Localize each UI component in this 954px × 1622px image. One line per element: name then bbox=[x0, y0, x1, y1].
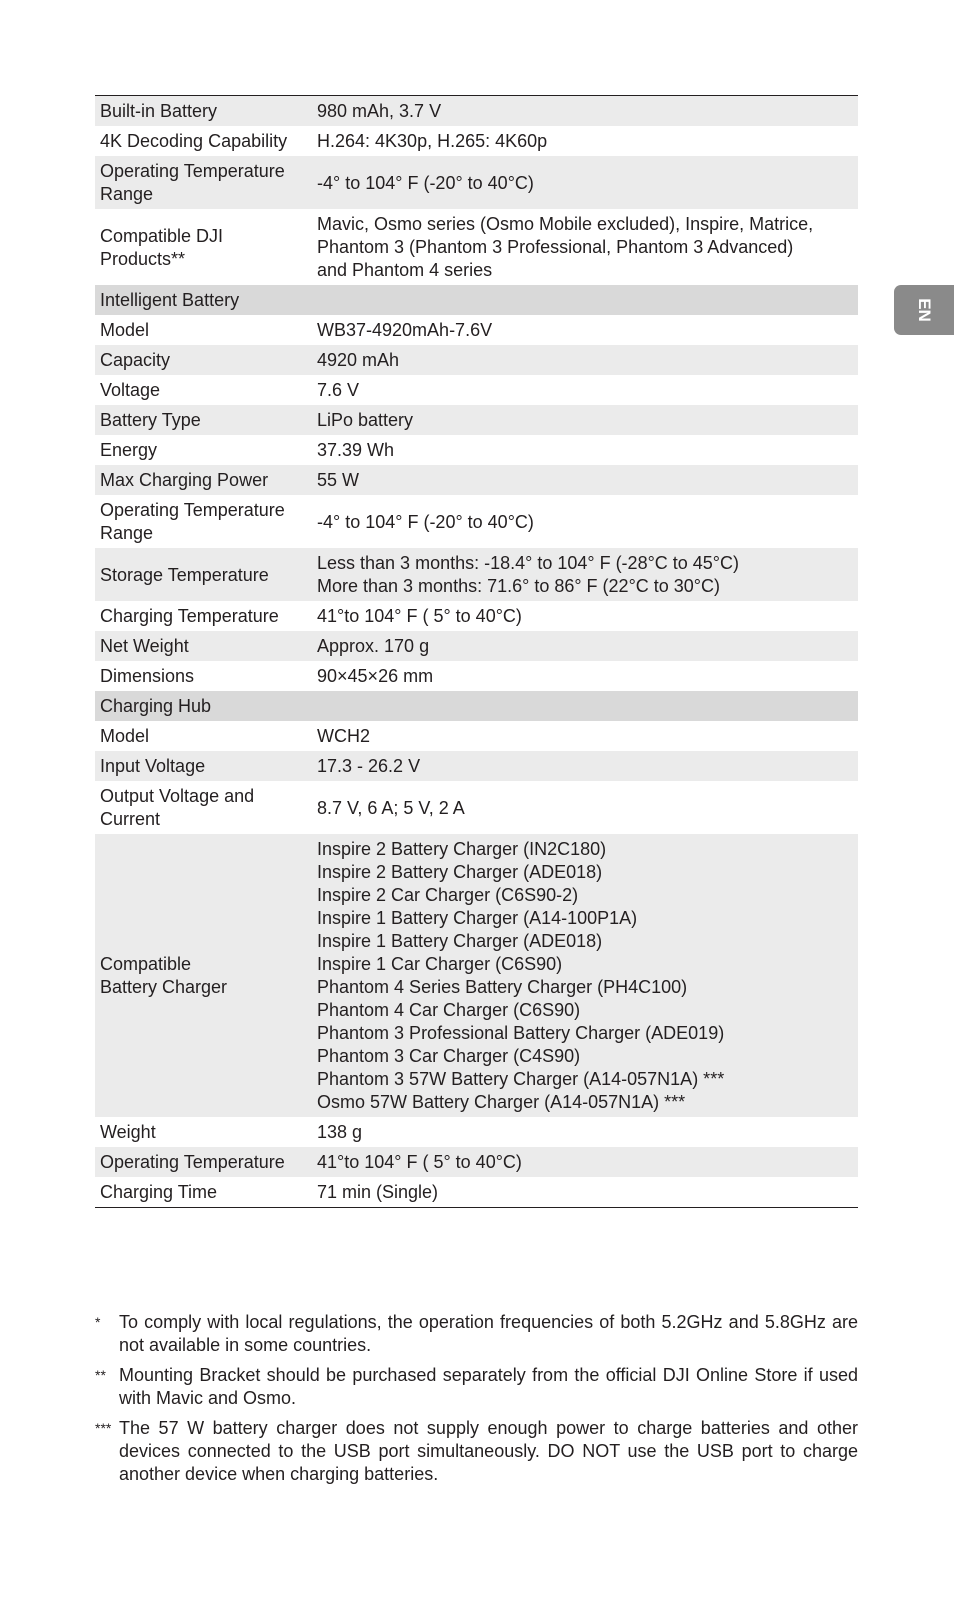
spec-row bbox=[95, 548, 858, 601]
value-line: 4920 mAh bbox=[317, 350, 400, 370]
label-line: Model bbox=[100, 320, 150, 340]
spec-row bbox=[95, 465, 858, 495]
value-line: 7.6 V bbox=[317, 380, 360, 400]
spec-row bbox=[95, 721, 858, 751]
value-line: 8.7 V, 6 A; 5 V, 2 A bbox=[317, 797, 465, 818]
value-line: Phantom 3 (Phantom 3 Professional, Phantom 3 Advanced) bbox=[317, 237, 794, 257]
spec-table-body bbox=[95, 96, 858, 1208]
spec-label bbox=[95, 1147, 312, 1177]
label-line: Output Voltage and Current bbox=[100, 786, 255, 829]
value-line: Phantom 3 Car Charger (C4S90) bbox=[317, 1046, 581, 1066]
spec-row bbox=[95, 315, 858, 345]
spec-label bbox=[95, 375, 312, 405]
label-line: Energy bbox=[100, 440, 158, 460]
spec-value bbox=[312, 631, 858, 661]
spec-value bbox=[312, 96, 858, 127]
language-tab-label: EN bbox=[915, 298, 934, 322]
spec-value bbox=[312, 405, 858, 435]
label-line: Weight bbox=[100, 1122, 156, 1142]
spec-row bbox=[95, 435, 858, 465]
footnote-mark: * bbox=[95, 1314, 101, 1330]
value-line: Phantom 3 57W Battery Charger (A14-057N1A) *** bbox=[317, 1069, 725, 1089]
label-line: Operating Temperature Range bbox=[100, 500, 285, 543]
value-line: Inspire 2 Car Charger (C6S90-2) bbox=[317, 885, 579, 905]
value-line: 90×45×26 mm bbox=[317, 666, 434, 686]
spec-value bbox=[312, 1177, 858, 1208]
label-line: Storage Temperature bbox=[100, 564, 269, 585]
value-line: Phantom 4 Series Battery Charger (PH4C100) bbox=[317, 977, 688, 997]
spec-value bbox=[312, 375, 858, 405]
label-line: Operating Temperature bbox=[100, 1152, 285, 1172]
spec-label bbox=[95, 548, 312, 601]
value-line: 37.39 Wh bbox=[317, 440, 395, 460]
label-line: Built-in Battery bbox=[100, 101, 218, 121]
spec-label bbox=[95, 465, 312, 495]
footnote-text: Mounting Bracket should be purchased separately from the official DJI Online Store if used with Mavic and Osmo. bbox=[119, 1365, 858, 1408]
label-line: Charging Hub bbox=[100, 696, 212, 716]
value-line: Inspire 2 Battery Charger (ADE018) bbox=[317, 862, 603, 882]
value-line: WCH2 bbox=[317, 726, 370, 746]
spec-value bbox=[312, 1117, 858, 1147]
value-line: Less than 3 months: -18.4° to 104° F (-28°C to 45°C) bbox=[317, 553, 739, 573]
section-header-row bbox=[95, 691, 858, 721]
spec-value bbox=[312, 495, 858, 548]
spec-label bbox=[95, 1117, 312, 1147]
spec-row bbox=[95, 834, 858, 1117]
spec-value bbox=[312, 315, 858, 345]
spec-label bbox=[95, 601, 312, 631]
spec-row bbox=[95, 405, 858, 435]
spec-label bbox=[95, 315, 312, 345]
section-title bbox=[95, 691, 858, 721]
footnote bbox=[95, 1311, 858, 1357]
value-line: Osmo 57W Battery Charger (A14-057N1A) *** bbox=[317, 1092, 686, 1112]
spec-table bbox=[95, 95, 858, 1208]
spec-value bbox=[312, 156, 858, 209]
value-line: 17.3 - 26.2 V bbox=[317, 756, 421, 776]
spec-value bbox=[312, 601, 858, 631]
spec-row bbox=[95, 96, 858, 127]
label-line: Compatible DJI Products** bbox=[100, 225, 224, 269]
label-line: Intelligent Battery bbox=[100, 290, 240, 310]
value-line: H.264: 4K30p, H.265: 4K60p bbox=[317, 131, 548, 151]
value-line: 138 g bbox=[317, 1122, 363, 1142]
spec-label bbox=[95, 345, 312, 375]
label-line: Compatible bbox=[100, 954, 192, 974]
language-tab[interactable] bbox=[894, 285, 954, 335]
spec-label bbox=[95, 156, 312, 209]
spec-row bbox=[95, 781, 858, 834]
spec-label bbox=[95, 834, 312, 1117]
value-line: More than 3 months: 71.6° to 86° F (22°C to 30°C) bbox=[317, 576, 720, 596]
spec-row bbox=[95, 495, 858, 548]
label-line: Voltage bbox=[100, 380, 161, 400]
label-line: Net Weight bbox=[100, 636, 189, 656]
spec-label bbox=[95, 495, 312, 548]
value-line: Inspire 2 Battery Charger (IN2C180) bbox=[317, 839, 607, 859]
section-title bbox=[95, 285, 858, 315]
label-line: Max Charging Power bbox=[100, 470, 269, 490]
spec-label bbox=[95, 631, 312, 661]
footnote-mark: *** bbox=[95, 1420, 112, 1436]
value-line: Phantom 4 Car Charger (C6S90) bbox=[317, 1000, 581, 1020]
spec-row bbox=[95, 156, 858, 209]
spec-label bbox=[95, 126, 312, 156]
spec-row bbox=[95, 601, 858, 631]
spec-value bbox=[312, 548, 858, 601]
label-line: Operating Temperature Range bbox=[100, 161, 285, 204]
spec-label bbox=[95, 405, 312, 435]
footnote-mark: ** bbox=[95, 1367, 106, 1383]
value-line: -4° to 104° F (-20° to 40°C) bbox=[317, 172, 534, 193]
spec-value bbox=[312, 751, 858, 781]
value-line: -4° to 104° F (-20° to 40°C) bbox=[317, 511, 534, 532]
label-line: Battery Type bbox=[100, 410, 201, 430]
label-line: Battery Charger bbox=[100, 977, 228, 997]
value-line: Inspire 1 Car Charger (C6S90) bbox=[317, 954, 563, 974]
footnotes bbox=[95, 1311, 858, 1493]
value-line: 41°to 104° F ( 5° to 40°C) bbox=[317, 606, 522, 626]
spec-row bbox=[95, 1177, 858, 1208]
spec-label bbox=[95, 661, 312, 691]
value-line: 41°to 104° F ( 5° to 40°C) bbox=[317, 1152, 522, 1172]
spec-label bbox=[95, 435, 312, 465]
spec-row bbox=[95, 1147, 858, 1177]
value-line: Mavic, Osmo series (Osmo Mobile excluded), Inspire, Matrice, bbox=[317, 214, 814, 234]
spec-row bbox=[95, 631, 858, 661]
spec-value bbox=[312, 345, 858, 375]
label-line: Capacity bbox=[100, 350, 171, 370]
label-line: Charging Time bbox=[100, 1182, 218, 1202]
spec-row bbox=[95, 375, 858, 405]
spec-value bbox=[312, 126, 858, 156]
label-line: Dimensions bbox=[100, 666, 195, 686]
value-line: LiPo battery bbox=[317, 410, 414, 430]
spec-value bbox=[312, 465, 858, 495]
value-line: Phantom 3 Professional Battery Charger (ADE019) bbox=[317, 1023, 725, 1043]
spec-value bbox=[312, 435, 858, 465]
value-line: 980 mAh, 3.7 V bbox=[317, 101, 442, 121]
footnote bbox=[95, 1364, 858, 1410]
value-line: Inspire 1 Battery Charger (A14-100P1A) bbox=[317, 908, 638, 928]
spec-label bbox=[95, 1177, 312, 1208]
spec-label bbox=[95, 721, 312, 751]
footnote-text: To comply with local regulations, the operation frequencies of both 5.2GHz and 5.8GHz are not available in some countries. bbox=[119, 1312, 858, 1355]
spec-value bbox=[312, 834, 858, 1117]
spec-value bbox=[312, 1147, 858, 1177]
value-line: 71 min (Single) bbox=[317, 1182, 439, 1202]
spec-value bbox=[312, 209, 858, 285]
spec-label bbox=[95, 751, 312, 781]
spec-label bbox=[95, 96, 312, 127]
label-line: Input Voltage bbox=[100, 756, 206, 776]
spec-label bbox=[95, 209, 312, 285]
spec-value bbox=[312, 781, 858, 834]
footnote-text: The 57 W battery charger does not supply enough power to charge batteries and other devices connected to the USB port simultaneously. DO NOT use the USB port to charge another device when charging batteries. bbox=[119, 1418, 858, 1484]
footnote bbox=[95, 1417, 858, 1486]
spec-row bbox=[95, 345, 858, 375]
value-line: and Phantom 4 series bbox=[317, 260, 493, 280]
spec-value bbox=[312, 721, 858, 751]
spec-label bbox=[95, 781, 312, 834]
spec-row bbox=[95, 1117, 858, 1147]
label-line: Model bbox=[100, 726, 150, 746]
value-line: 55 W bbox=[317, 470, 360, 490]
spec-row bbox=[95, 751, 858, 781]
spec-row bbox=[95, 126, 858, 156]
spec-value bbox=[312, 661, 858, 691]
value-line: Inspire 1 Battery Charger (ADE018) bbox=[317, 931, 603, 951]
label-line: 4K Decoding Capability bbox=[100, 131, 288, 151]
spec-row bbox=[95, 209, 858, 285]
value-line: Approx. 170 g bbox=[317, 636, 430, 656]
value-line: WB37-4920mAh-7.6V bbox=[317, 320, 493, 340]
label-line: Charging Temperature bbox=[100, 606, 279, 626]
spec-row bbox=[95, 661, 858, 691]
section-header-row bbox=[95, 285, 858, 315]
